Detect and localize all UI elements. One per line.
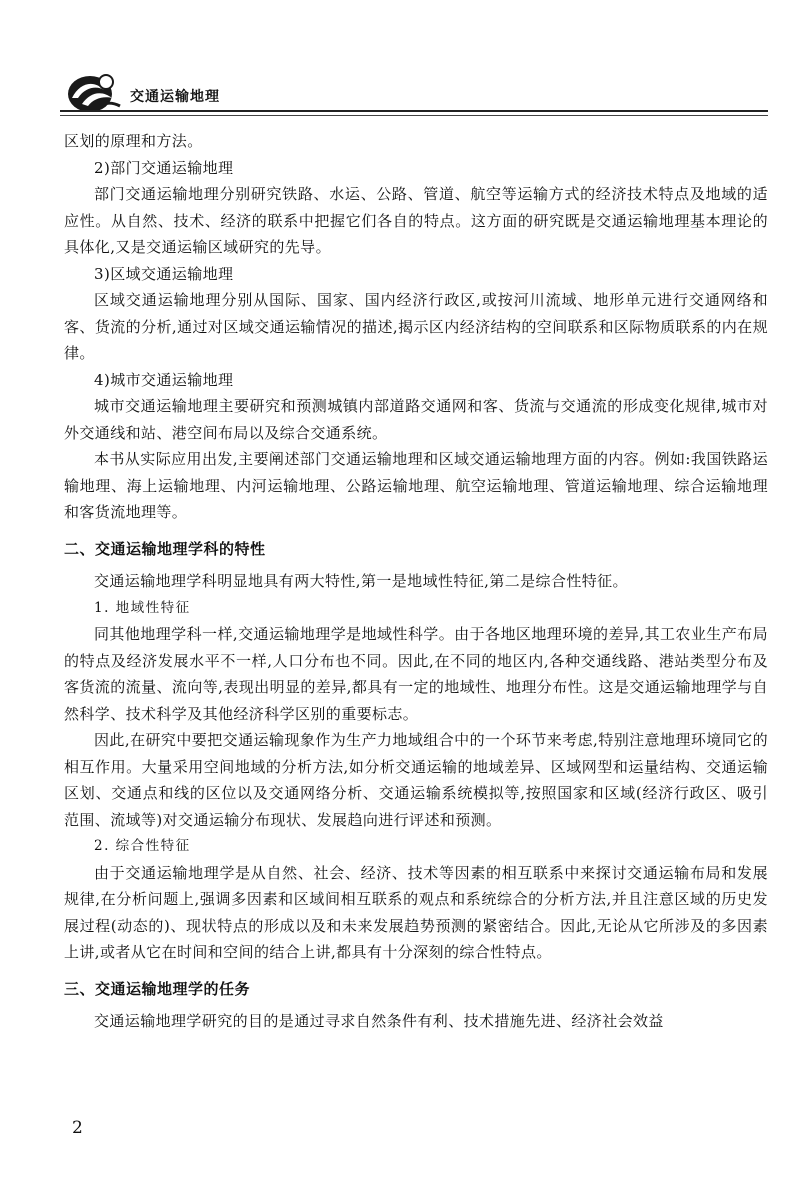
paragraph: 城市交通运输地理主要研究和预测城镇内部道路交通网和客、货流与交通流的形成变化规律,城市对外交通线和站、港空间布局以及综合交通系统。 — [64, 397, 768, 442]
subheading-dept: 2)部门交通运输地理 — [94, 158, 234, 177]
section-heading-2: 二、交通运输地理学科的特性 — [64, 539, 266, 558]
section-heading-3: 三、交通运输地理学的任务 — [64, 979, 251, 998]
wave-sun-logo-icon — [64, 68, 122, 114]
book-title: 交通运输地理 — [130, 89, 220, 105]
page-number: 2 — [72, 1118, 83, 1138]
subheading-regional: 1. 地域性特征 — [94, 599, 191, 616]
subheading-comprehensive: 2. 综合性特征 — [94, 838, 191, 854]
paragraph: 部门交通运输地理分别研究铁路、水运、公路、管道、航空等运输方式的经济技术特点及地域的适应性。从自然、技术、经济的联系中把握它们各自的特点。这方面的研究既是交通运输地理基本理论的具体化,又是交通运输区域研究的先导。 — [64, 185, 768, 256]
header-rule-thick — [60, 110, 768, 112]
paragraph: 交通运输地理学研究的目的是通过寻求自然条件有利、技术措施先进、经济社会效益 — [94, 1012, 664, 1030]
header-rule-thin — [60, 115, 768, 116]
paragraph: 区域交通运输地理分别从国际、国家、国内经济行政区,或按河川流域、地形单元进行交通网络和客、货流的分析,通过对区域交通运输情况的描述,揭示区内经济结构的空间联系和区际物质联系的内在规律。 — [64, 291, 768, 362]
paragraph: 因此,在研究中要把交通运输现象作为生产力地域组合中的一个环节来考虑,特别注意地理环境同它的相互作用。大量采用空间地域的分析方法,如分析交通运输的地域差异、区域网型和运量结构、交通运输区划、交通点和线的区位以及交通网络分析、交通运输系统模拟等,按照国家和区域(经济行政区、吸引范围、流域等)对交通运输分布现状、发展趋向进行评述和预测。 — [64, 731, 768, 829]
paragraph: 同其他地理学科一样,交通运输地理学是地域性科学。由于各地区地理环境的差异,其工农业生产布局的特点及经济发展水平不一样,人口分布也不同。因此,在不同的地区内,各种交通线路、港站类型分布及客货流的流量、流向等,表现出明显的差异,都具有一定的地域性、地理分布性。这是交通运输地理学与自然科学、技术科学及其他经济科学区别的重要标志。 — [64, 625, 768, 723]
subheading-city: 4)城市交通运输地理 — [94, 370, 234, 389]
page-body — [64, 128, 768, 1035]
subheading-region: 3)区域交通运输地理 — [94, 264, 234, 283]
paragraph: 区划的原理和方法。 — [64, 132, 203, 150]
paragraph: 本书从实际应用出发,主要阐述部门交通运输地理和区域交通运输地理方面的内容。例如:我国铁路运输地理、海上运输地理、内河运输地理、公路运输地理、航空运输地理、管道运输地理、综合运输地理和客货流地理等。 — [64, 450, 768, 521]
paragraph: 交通运输地理学科明显地具有两大特性,第一是地域性特征,第二是综合性特征。 — [94, 572, 628, 590]
paragraph: 由于交通运输地理学是从自然、社会、经济、技术等因素的相互联系中来探讨交通运输布局和发展规律,在分析问题上,强调多因素和区域间相互联系的观点和系统综合的分析方法,并且注意区域的历史发展过程(动态的)、现状特点的形成以及和未来发展趋势预测的紧密结合。因此,无论从它所涉及的多因素上讲,或者从它在时间和空间的结合上讲,都具有十分深刻的综合性特点。 — [64, 863, 768, 961]
